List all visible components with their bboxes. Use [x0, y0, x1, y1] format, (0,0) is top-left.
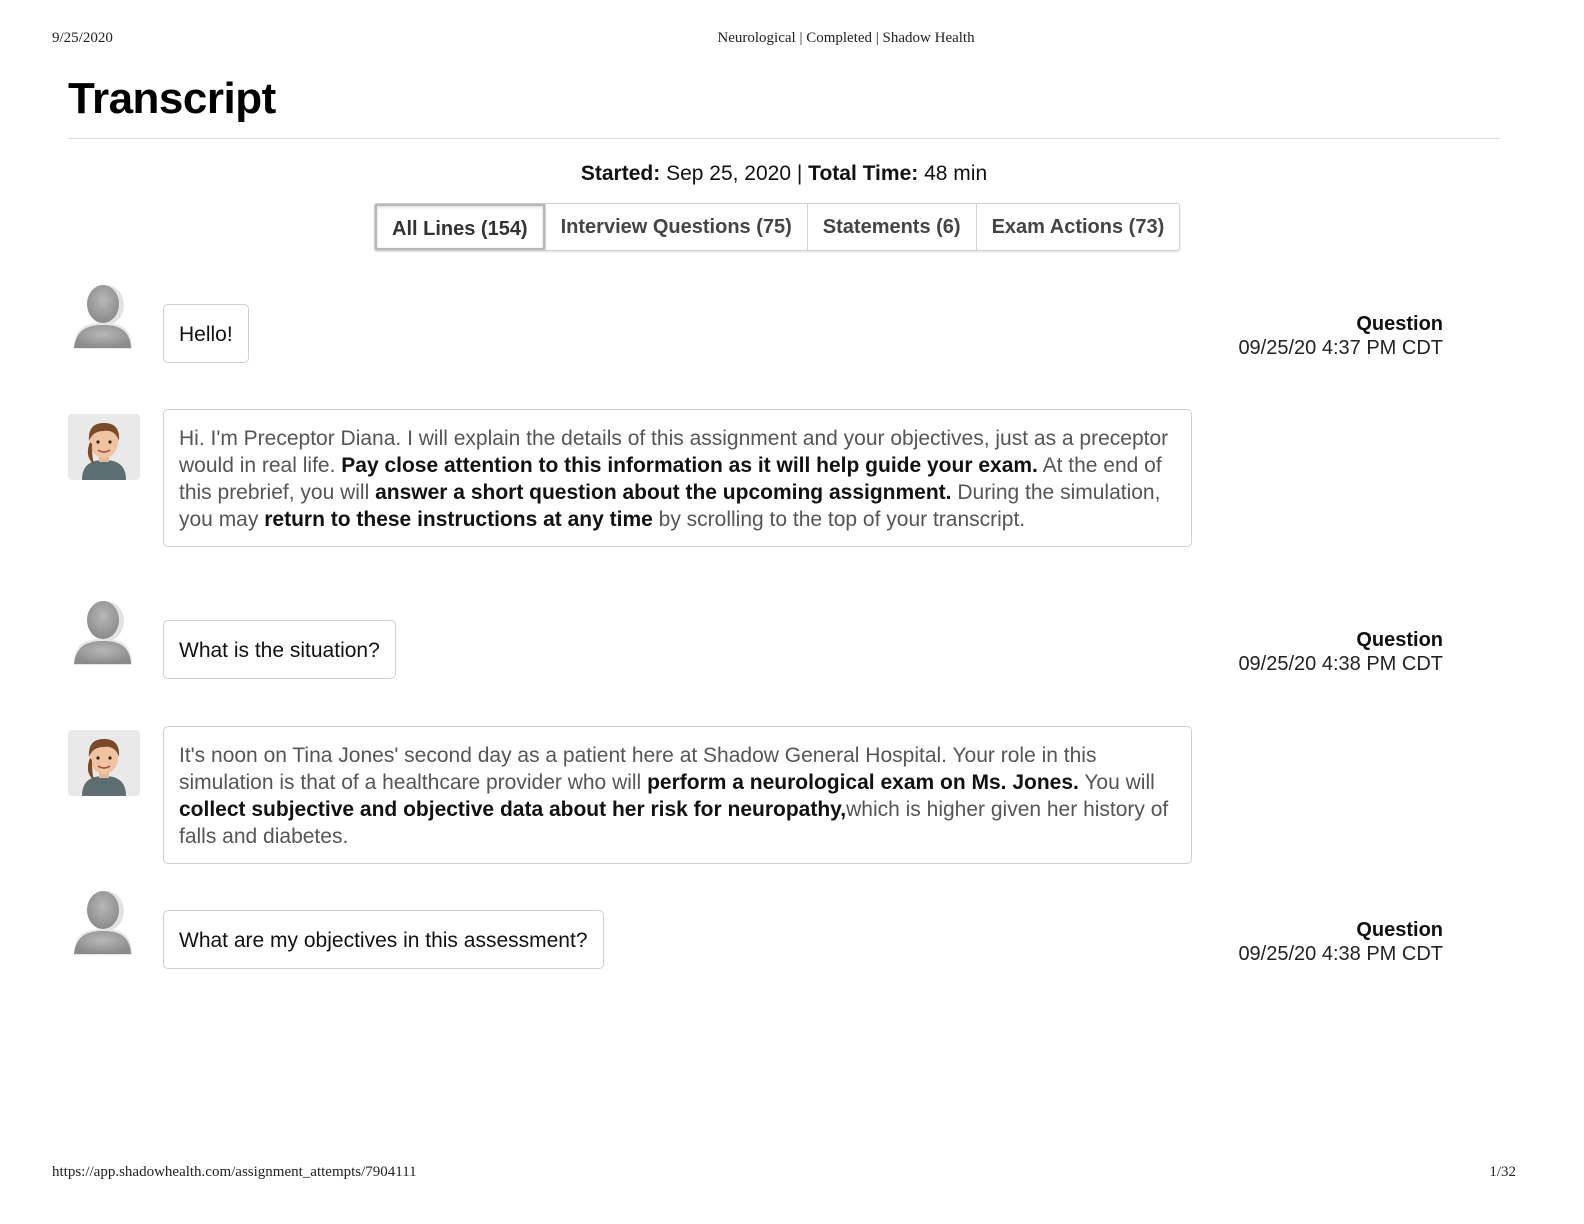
total-time-label: Total Time:: [808, 162, 919, 185]
response-bubble-1: [163, 409, 1192, 547]
response-emphasis: perform a neurological exam on Ms. Jones.: [647, 771, 1079, 794]
response-text: by scrolling to the top of your transcript.: [658, 508, 1026, 531]
title-divider: [68, 138, 1500, 139]
response-text: During the simulation, you may: [179, 481, 1161, 531]
response-bubble-2: [163, 726, 1192, 864]
user-silhouette-icon: [68, 889, 140, 955]
question-meta-2: [1238, 628, 1443, 676]
meta-separator: |: [796, 162, 803, 185]
response-emphasis: answer a short question about the upcoming assignment.: [375, 481, 952, 504]
print-header: [0, 30, 1584, 50]
line-type: Question: [1356, 313, 1443, 335]
response-emphasis: return to these instructions at any time: [264, 508, 653, 531]
line-timestamp: 09/25/20 4:37 PM CDT: [1238, 337, 1443, 359]
response-text: It's noon on Tina Jones' second day as a patient here at Shadow General Hospital. Your role in this simulation is that of a healthcare provider who will: [179, 744, 1097, 794]
user-silhouette-icon: [68, 283, 140, 349]
started-label: Started:: [580, 162, 661, 185]
line-type: Question: [1356, 919, 1443, 941]
tab-exam-actions[interactable]: Exam Actions (73): [976, 204, 1180, 250]
question-bubble-3: What are my objectives in this assessment?: [163, 910, 604, 969]
response-text: At the end of this prebrief, you will: [179, 454, 1162, 504]
question-meta-3: [1238, 918, 1443, 966]
response-emphasis: Pay close attention to this information as it will help guide your exam.: [341, 454, 1038, 477]
preceptor-avatar-icon: [68, 414, 140, 480]
question-bubble-2: What is the situation?: [163, 620, 396, 679]
line-timestamp: 09/25/20 4:38 PM CDT: [1238, 943, 1443, 965]
tab-all-lines[interactable]: All Lines (154): [375, 204, 545, 250]
print-url: https://app.shadowhealth.com/assignment_attempts/7904111: [52, 1164, 417, 1180]
response-text: You will: [1084, 771, 1155, 794]
question-meta-1: [1238, 312, 1443, 360]
started-value: Sep 25, 2020: [666, 162, 792, 185]
page-title: Transcript: [68, 74, 276, 123]
transcript-filter-tabs: [374, 203, 1180, 251]
response-emphasis: collect subjective and objective data about her risk for neuropathy,: [179, 798, 847, 821]
user-silhouette-icon: [68, 599, 140, 665]
line-timestamp: 09/25/20 4:38 PM CDT: [1238, 653, 1443, 675]
tab-interview-questions[interactable]: Interview Questions (75): [545, 204, 807, 250]
attempt-meta: [0, 162, 1568, 186]
print-footer: [0, 1164, 1584, 1184]
tab-statements[interactable]: Statements (6): [807, 204, 976, 250]
print-date: 9/25/2020: [52, 30, 113, 46]
preceptor-avatar-icon: [68, 730, 140, 796]
print-title: Neurological | Completed | Shadow Health: [717, 30, 975, 46]
question-bubble-1: Hello!: [163, 304, 249, 363]
line-type: Question: [1356, 629, 1443, 651]
response-text: Hi. I'm Preceptor Diana. I will explain the details of this assignment and your objectives, just as a preceptor would in real life.: [179, 427, 1169, 477]
print-page-number: 1/32: [1489, 1164, 1516, 1180]
total-time-value: 48 min: [924, 162, 988, 185]
response-text: which is higher given her history of falls and diabetes.: [179, 798, 1169, 848]
